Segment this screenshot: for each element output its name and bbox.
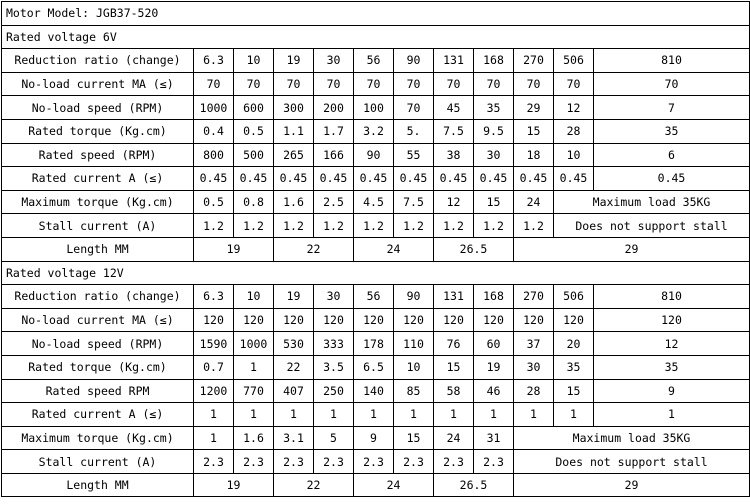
table-cell: 29 — [514, 96, 554, 120]
table-cell: 35 — [594, 119, 750, 143]
table-cell: 15 — [394, 426, 434, 450]
table-cell: 120 — [474, 308, 514, 332]
table-cell: 2.3 — [194, 450, 234, 474]
table-cell: 30 — [514, 355, 554, 379]
table-cell: 24 — [354, 237, 434, 261]
table-cell: 120 — [514, 308, 554, 332]
table-cell: 168 — [474, 49, 514, 73]
table-cell: 1 — [514, 403, 554, 427]
table-row — [2, 119, 750, 143]
row-label: Rated torque (Kg.cm) — [2, 355, 194, 379]
table-cell: 1 — [194, 426, 234, 450]
table-cell: 58 — [434, 379, 474, 403]
table-row — [2, 308, 750, 332]
table-cell: 70 — [394, 96, 434, 120]
row-label: Rated current A (≤) — [2, 167, 194, 191]
table-row — [2, 403, 750, 427]
row-label: No-load current MA (≤) — [2, 308, 194, 332]
table-cell: 333 — [314, 332, 354, 356]
table-cell: 1 — [434, 403, 474, 427]
table-cell: 5 — [314, 426, 354, 450]
table-cell: 1.2 — [434, 214, 474, 238]
table-cell: Does not support stall — [514, 450, 750, 474]
table-cell: 24 — [514, 190, 554, 214]
table-cell: 29 — [514, 237, 750, 261]
table-cell: 120 — [594, 308, 750, 332]
table-cell: 1.2 — [314, 214, 354, 238]
table-cell: 45 — [434, 96, 474, 120]
table-cell: 120 — [234, 308, 274, 332]
table-cell: 70 — [194, 72, 234, 96]
table-cell: 46 — [474, 379, 514, 403]
table-cell: 19 — [194, 237, 274, 261]
table-cell: 24 — [354, 473, 434, 497]
table-cell: 120 — [434, 308, 474, 332]
table-cell: 0.7 — [194, 355, 234, 379]
table-cell: 15 — [474, 190, 514, 214]
table-cell: 35 — [474, 96, 514, 120]
table-cell: 6 — [594, 143, 750, 167]
table-cell: 1.2 — [394, 214, 434, 238]
table-cell: 120 — [554, 308, 594, 332]
table-cell: 120 — [354, 308, 394, 332]
table-cell: 1.2 — [354, 214, 394, 238]
table-cell: 0.45 — [394, 167, 434, 191]
table-cell: 70 — [314, 72, 354, 96]
table-cell: 70 — [394, 72, 434, 96]
table-cell: 22 — [274, 355, 314, 379]
table-cell: 166 — [314, 143, 354, 167]
table-cell: 28 — [554, 119, 594, 143]
table-cell: 506 — [554, 49, 594, 73]
table-cell: 178 — [354, 332, 394, 356]
table-cell: 10 — [394, 355, 434, 379]
table-cell: 120 — [194, 308, 234, 332]
table-cell: 35 — [554, 355, 594, 379]
table-cell: 0.45 — [474, 167, 514, 191]
model-title-row — [2, 2, 750, 26]
table-cell: 1.1 — [274, 119, 314, 143]
table-cell: 600 — [234, 96, 274, 120]
table-row — [2, 450, 750, 474]
table-row — [2, 96, 750, 120]
row-label: Rated speed RPM — [2, 379, 194, 403]
row-label: Stall current (A) — [2, 214, 194, 238]
table-cell: 120 — [274, 308, 314, 332]
table-cell: 2.3 — [234, 450, 274, 474]
table-cell: Does not support stall — [554, 214, 750, 238]
table-row — [2, 426, 750, 450]
table-cell: 1 — [554, 403, 594, 427]
row-label: Reduction ratio (change) — [2, 49, 194, 73]
row-label: Reduction ratio (change) — [2, 285, 194, 309]
table-row — [2, 72, 750, 96]
table-cell: 6.3 — [194, 49, 234, 73]
table-cell: 1.2 — [274, 214, 314, 238]
row-label: No-load speed (RPM) — [2, 96, 194, 120]
table-cell: 70 — [274, 72, 314, 96]
table-cell: 168 — [474, 285, 514, 309]
row-label: Stall current (A) — [2, 450, 194, 474]
table-cell: 3.2 — [354, 119, 394, 143]
table-cell: 800 — [194, 143, 234, 167]
table-cell: 0.45 — [194, 167, 234, 191]
table-cell: 24 — [434, 426, 474, 450]
table-cell: 0.4 — [194, 119, 234, 143]
table-cell: 0.45 — [594, 167, 750, 191]
table-cell: 4.5 — [354, 190, 394, 214]
table-cell: 10 — [554, 143, 594, 167]
row-label: Rated torque (Kg.cm) — [2, 119, 194, 143]
table-cell: 0.45 — [354, 167, 394, 191]
table-cell: 1.2 — [514, 214, 554, 238]
table-row — [2, 167, 750, 191]
table-cell: 31 — [474, 426, 514, 450]
table-cell: 55 — [394, 143, 434, 167]
table-cell: 0.8 — [234, 190, 274, 214]
section-title: Rated voltage 12V — [2, 261, 750, 285]
table-cell: 506 — [554, 285, 594, 309]
table-cell: 90 — [394, 49, 434, 73]
table-cell: 1200 — [194, 379, 234, 403]
table-cell: 3.5 — [314, 355, 354, 379]
table-cell: 90 — [394, 285, 434, 309]
table-row — [2, 237, 750, 261]
table-cell: 3.1 — [274, 426, 314, 450]
table-cell: 810 — [594, 49, 750, 73]
table-cell: 1.6 — [274, 190, 314, 214]
table-cell: Maximum load 35KG — [514, 426, 750, 450]
table-cell: 1.2 — [234, 214, 274, 238]
table-cell: 19 — [194, 473, 274, 497]
table-cell: 19 — [274, 49, 314, 73]
table-cell: 2.3 — [354, 450, 394, 474]
table-cell: 70 — [474, 72, 514, 96]
table-cell: 10 — [234, 49, 274, 73]
table-cell: 0.45 — [434, 167, 474, 191]
row-label: Length MM — [2, 237, 194, 261]
table-cell: 1000 — [234, 332, 274, 356]
table-row — [2, 285, 750, 309]
row-label: Rated current A (≤) — [2, 403, 194, 427]
table-cell: 100 — [354, 96, 394, 120]
table-cell: 19 — [474, 355, 514, 379]
table-row — [2, 355, 750, 379]
table-cell: 265 — [274, 143, 314, 167]
table-cell: 70 — [234, 72, 274, 96]
table-cell: 250 — [314, 379, 354, 403]
table-cell: 9 — [354, 426, 394, 450]
table-cell: 0.45 — [554, 167, 594, 191]
table-cell: 56 — [354, 49, 394, 73]
table-cell: 131 — [434, 285, 474, 309]
table-cell: 12 — [434, 190, 474, 214]
table-cell: 28 — [514, 379, 554, 403]
table-cell: 70 — [514, 72, 554, 96]
table-cell: 0.5 — [234, 119, 274, 143]
table-cell: 1 — [594, 403, 750, 427]
table-row — [2, 332, 750, 356]
table-cell: 1.6 — [234, 426, 274, 450]
table-cell: 10 — [234, 285, 274, 309]
table-cell: 500 — [234, 143, 274, 167]
table-cell: 19 — [274, 285, 314, 309]
table-cell: 770 — [234, 379, 274, 403]
table-cell: 15 — [514, 119, 554, 143]
table-cell: 131 — [434, 49, 474, 73]
table-cell: 0.45 — [234, 167, 274, 191]
table-cell: 70 — [434, 72, 474, 96]
table-cell: 7.5 — [434, 119, 474, 143]
table-cell: 30 — [314, 285, 354, 309]
row-label: Length MM — [2, 473, 194, 497]
table-cell: 2.3 — [434, 450, 474, 474]
table-cell: 15 — [434, 355, 474, 379]
table-cell: 9.5 — [474, 119, 514, 143]
table-cell: 30 — [474, 143, 514, 167]
table-cell: 1 — [474, 403, 514, 427]
row-label: Rated speed (RPM) — [2, 143, 194, 167]
table-cell: 90 — [354, 143, 394, 167]
table-cell: 5. — [394, 119, 434, 143]
table-cell: 12 — [594, 332, 750, 356]
table-cell: 0.45 — [314, 167, 354, 191]
table-cell: 1 — [234, 355, 274, 379]
table-cell: Maximum load 35KG — [554, 190, 750, 214]
table-cell: 1 — [234, 403, 274, 427]
section-header-row — [2, 25, 750, 49]
table-cell: 530 — [274, 332, 314, 356]
table-cell: 2.5 — [314, 190, 354, 214]
table-cell: 20 — [554, 332, 594, 356]
table-cell: 1000 — [194, 96, 234, 120]
table-cell: 1 — [314, 403, 354, 427]
table-cell: 2.3 — [474, 450, 514, 474]
table-cell: 70 — [594, 72, 750, 96]
table-cell: 140 — [354, 379, 394, 403]
table-cell: 60 — [474, 332, 514, 356]
table-cell: 300 — [274, 96, 314, 120]
row-label: Maximum torque (Kg.cm) — [2, 190, 194, 214]
row-label: No-load speed (RPM) — [2, 332, 194, 356]
table-cell: 26.5 — [434, 237, 514, 261]
table-cell: 35 — [594, 355, 750, 379]
table-cell: 1.7 — [314, 119, 354, 143]
table-cell: 2.3 — [274, 450, 314, 474]
table-cell: 6.3 — [194, 285, 234, 309]
table-cell: 1 — [394, 403, 434, 427]
table-cell: 15 — [554, 379, 594, 403]
row-label: No-load current MA (≤) — [2, 72, 194, 96]
table-row — [2, 214, 750, 238]
table-cell: 18 — [514, 143, 554, 167]
table-cell: 270 — [514, 49, 554, 73]
table-cell: 2.3 — [314, 450, 354, 474]
table-cell: 270 — [514, 285, 554, 309]
spec-table-body — [2, 2, 750, 497]
table-cell: 1 — [194, 403, 234, 427]
table-cell: 407 — [274, 379, 314, 403]
table-cell: 22 — [274, 473, 354, 497]
table-cell: 26.5 — [434, 473, 514, 497]
table-cell: 7 — [594, 96, 750, 120]
table-cell: 1.2 — [194, 214, 234, 238]
table-cell: 85 — [394, 379, 434, 403]
table-cell: 29 — [514, 473, 750, 497]
table-row — [2, 190, 750, 214]
table-cell: 120 — [394, 308, 434, 332]
table-cell: 1 — [274, 403, 314, 427]
table-cell: 56 — [354, 285, 394, 309]
table-cell: 110 — [394, 332, 434, 356]
table-cell: 70 — [554, 72, 594, 96]
table-cell: 200 — [314, 96, 354, 120]
table-cell: 7.5 — [394, 190, 434, 214]
row-label: Maximum torque (Kg.cm) — [2, 426, 194, 450]
table-cell: 6.5 — [354, 355, 394, 379]
table-cell: 1590 — [194, 332, 234, 356]
table-cell: 0.5 — [194, 190, 234, 214]
table-cell: 70 — [354, 72, 394, 96]
table-cell: 1.2 — [474, 214, 514, 238]
table-cell: 0.45 — [274, 167, 314, 191]
table-row — [2, 49, 750, 73]
table-row — [2, 473, 750, 497]
section-title: Rated voltage 6V — [2, 25, 750, 49]
table-cell: 0.45 — [514, 167, 554, 191]
table-cell: 810 — [594, 285, 750, 309]
table-cell: 1 — [354, 403, 394, 427]
table-cell: 37 — [514, 332, 554, 356]
table-row — [2, 379, 750, 403]
table-row — [2, 143, 750, 167]
table-cell: 76 — [434, 332, 474, 356]
section-header-row — [2, 261, 750, 285]
model-title: Motor Model: JGB37-520 — [2, 2, 750, 26]
table-cell: 2.3 — [394, 450, 434, 474]
table-cell: 9 — [594, 379, 750, 403]
table-cell: 22 — [274, 237, 354, 261]
table-cell: 38 — [434, 143, 474, 167]
table-cell: 30 — [314, 49, 354, 73]
table-cell: 12 — [554, 96, 594, 120]
motor-spec-table — [1, 1, 750, 497]
table-cell: 120 — [314, 308, 354, 332]
